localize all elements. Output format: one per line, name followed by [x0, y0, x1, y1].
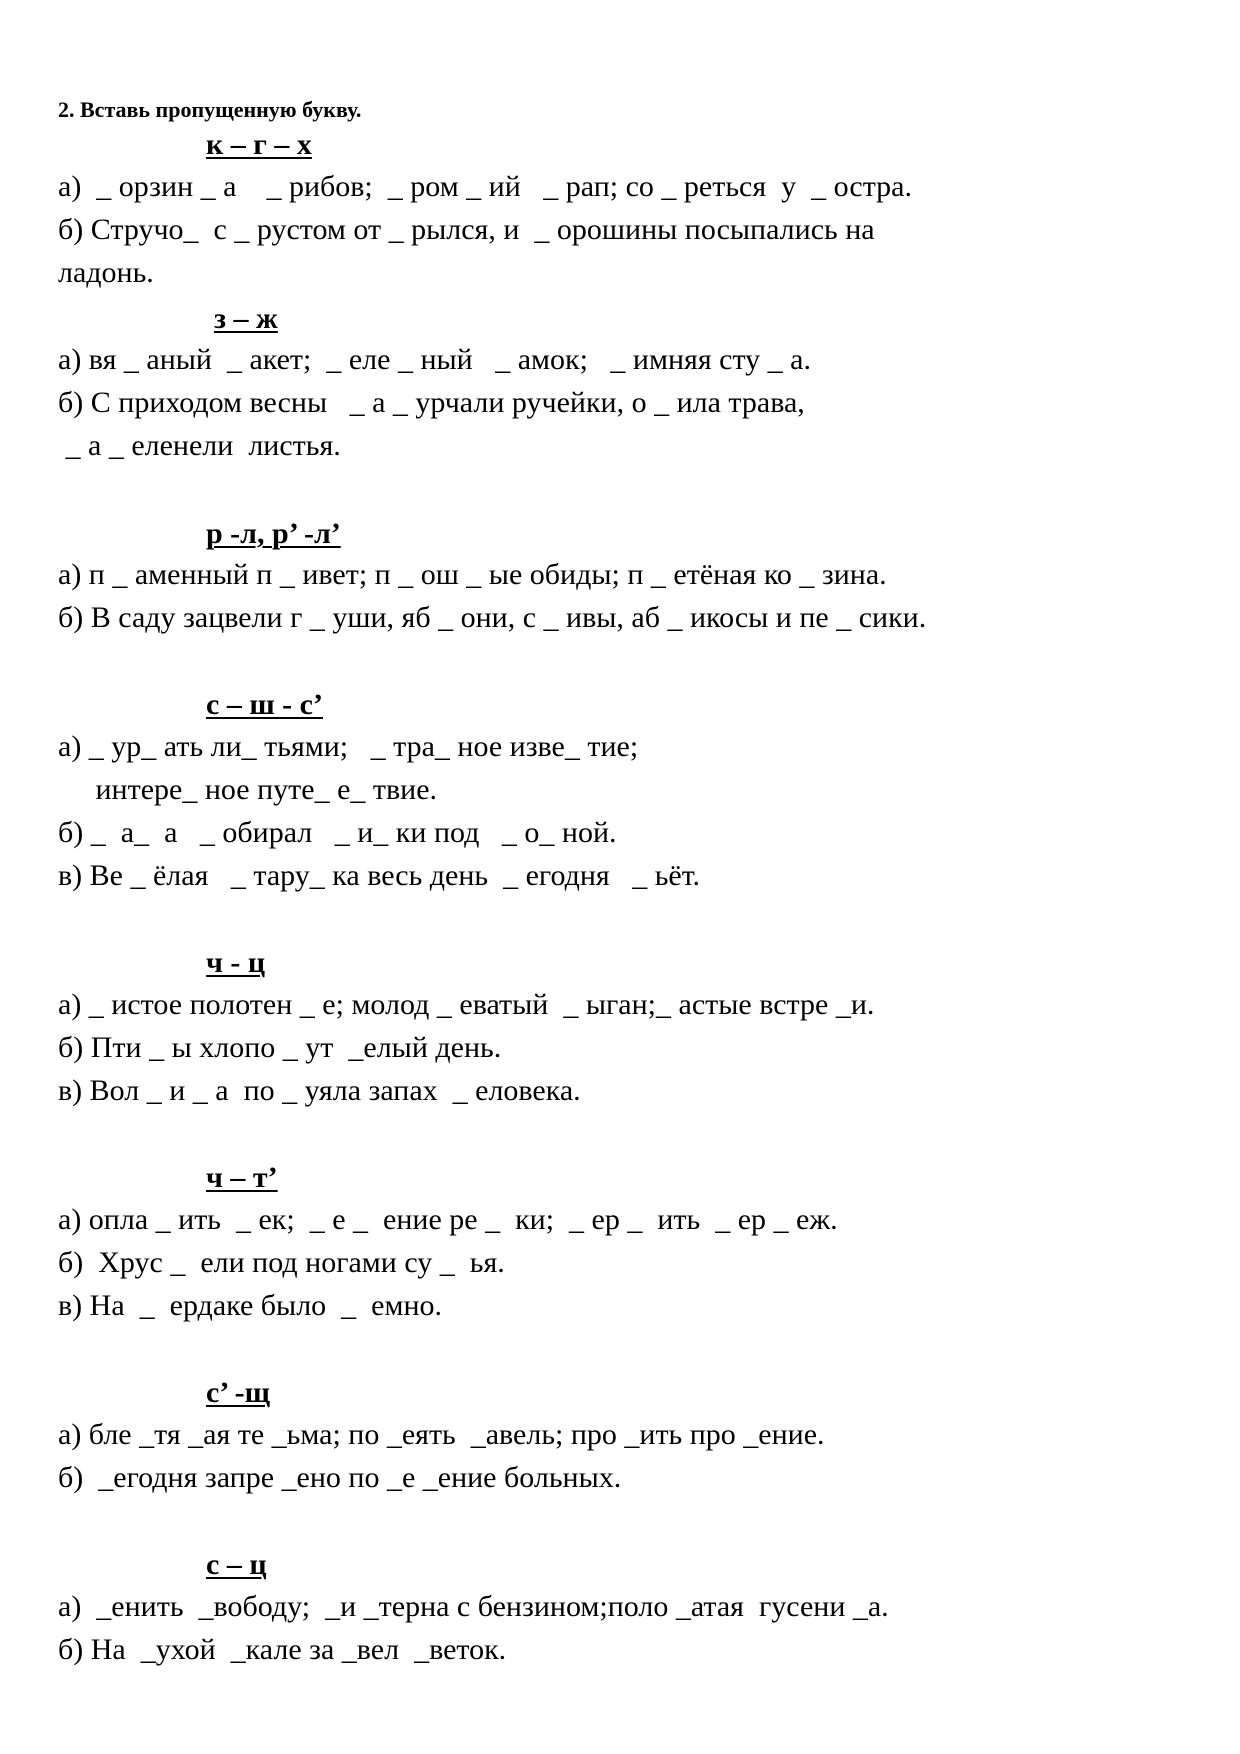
exercise-line: а) _ орзин _ а _ рибов; _ ром _ ий _ рап; со _ реться у _ остра.	[58, 170, 912, 203]
exercise-line: а) опла _ ить _ ек; _ е _ ение ре _ ки; _ ер _ ить _ ер _ еж.	[58, 1203, 838, 1236]
exercise-line: б) _ а_ а _ обирал _ и_ ки под _ о_ ной.	[58, 816, 617, 849]
exercise-line: в) На _ ердаке было _ емно.	[58, 1289, 443, 1322]
exercise-line: а) _енить _вободу; _и _терна с бензином;поло _атая гусени _а.	[58, 1590, 889, 1623]
exercise-line: б) _егодня запре _ено по _е _ение больных.	[58, 1461, 622, 1494]
section-heading: з – ж	[214, 302, 278, 335]
exercise-line: интере_ ное путе_ е_ твие.	[58, 773, 438, 806]
exercise-line: а) вя _ аный _ акет; _ еле _ ный _ амок; _ имняя сту _ а.	[58, 343, 811, 376]
exercise-line: а) п _ аменный п _ ивет; п _ ош _ ые обиды; п _ етёная ко _ зина.	[58, 558, 887, 591]
exercise-line: а) _ ур_ ать ли_ тьями; _ тра_ ное изве_ тие;	[58, 730, 639, 763]
section-heading: ч - ц	[206, 946, 266, 979]
task-title: 2. Вставь пропущенную букву.	[58, 97, 362, 122]
exercise-line: б) Хрус _ ели под ногами су _ ья.	[58, 1246, 505, 1279]
exercise-line: б) На _ухой _кале за _вел _веток.	[58, 1633, 507, 1666]
section-heading: р -л, р’ -л’	[206, 517, 341, 550]
exercise-line: ладонь.	[58, 256, 154, 289]
section-heading: с – ц	[206, 1548, 267, 1581]
section-heading: с – ш - с’	[206, 688, 323, 721]
exercise-line: б) С приходом весны _ а _ урчали ручейки, о _ ила трава,	[58, 386, 805, 419]
exercise-line: б) Пти _ ы хлопо _ ут _елый день.	[58, 1031, 502, 1064]
exercise-line: в) Ве _ ёлая _ тару_ ка весь день _ егодня _ ьёт.	[58, 859, 701, 892]
section-heading: с’ -щ	[206, 1376, 270, 1409]
section-heading: к – г – х	[206, 128, 312, 161]
exercise-line: б) Стручо_ с _ рустом от _ рылся, и _ орошины посыпались на	[58, 213, 875, 246]
exercise-line: в) Вол _ и _ а по _ уяла запах _ еловека.	[58, 1074, 581, 1107]
exercise-line: а) бле _тя _ая те _ьма; по _еять _авель; про _ить про _ение.	[58, 1418, 825, 1451]
exercise-line: _ а _ еленели листья.	[58, 429, 341, 462]
exercise-line: а) _ истое полотен _ е; молод _ еватый _ ыган;_ астые встре _и.	[58, 988, 875, 1021]
exercise-line: б) В саду зацвели г _ уши, яб _ они, с _ ивы, аб _ икосы и пе _ сики.	[58, 601, 927, 634]
section-heading: ч – т’	[206, 1161, 278, 1194]
